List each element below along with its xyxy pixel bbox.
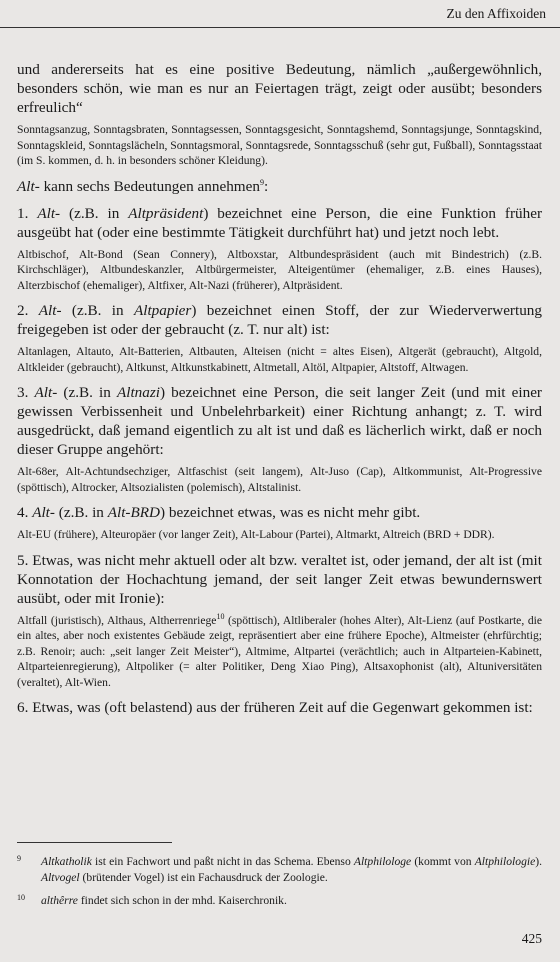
text-run: ) bezeichnet eine Person, die eine Funktion früher ausgeübt hat (oder eine bestimmte Tätigkeit durchführt hat) und jetzt noch lebt. <box>17 204 542 241</box>
text-run: 2. <box>17 302 39 319</box>
page-number: 425 <box>521 931 542 946</box>
text-run: (z.B. in <box>57 384 117 401</box>
text-run: Alt-EU (frühere), Alteuropäer (vor langer Zeit), Alt-Labour (Partei), Altmarkt, Altreich (BRD + DDR). <box>17 528 495 541</box>
text-run: Altanlagen, Altauto, Alt-Batterien, Altbauten, Alteisen (nicht = altes Eisen), Altgerät (gebraucht), Altgold, Altkleider (gebraucht), Altkunst, Altkunstkabinett, Altmetall, Altöl, Altpapier, Altstoff, Altwagen. <box>17 345 542 374</box>
footnote <box>17 854 542 885</box>
body-paragraph <box>17 60 542 117</box>
text-run: 6. Etwas, was (oft belastend) aus der früheren Zeit auf die Gegenwart gekommen ist: <box>17 699 533 716</box>
footnote-ref: 10 <box>216 611 225 621</box>
text-run: 3. <box>17 384 35 401</box>
text-run: 4. <box>17 504 33 521</box>
text-run: Alt-68er, Alt-Achtundsechziger, Altfaschist (seit langem), Alt-Juso (Cap), Altkommunist, Alt-Progressive (spöttisch), Altrocker, Altsozialisten (polemisch), Altstalinist. <box>17 465 542 494</box>
italic-term: Altkatholik <box>41 855 92 868</box>
italic-term: Altnazi <box>116 384 160 401</box>
footnote-number: 9 <box>17 854 21 863</box>
footnote-rule <box>17 842 172 843</box>
italic-term: Altpapier <box>133 302 192 319</box>
running-title: Zu den Affixoiden <box>446 6 546 21</box>
text-run: (z.B. in <box>60 204 129 222</box>
text-run: ) bezeichnet etwas, was es nicht mehr gibt. <box>160 504 421 521</box>
text-run: (kommt von <box>411 855 475 868</box>
italic-term: Altpräsident <box>128 204 204 222</box>
footnote-text <box>41 854 542 885</box>
italic-term: Alt- <box>37 204 61 222</box>
body-paragraph <box>17 177 542 196</box>
text-run: Sonntagsanzug, Sonntagsbraten, Sonntagsessen, Sonntagsgesicht, Sonntagshemd, Sonntagsjunge, Sonntagskind, Sonntagskleid, Sonntagslächeln, Sonntagsmoral, Sonntagsrede, Sonntagsschuß (sehr gut, Fußball), Sonntagsstaat (im S. kommen, d. h. in besonders schöner Kleidung). <box>17 123 542 167</box>
text-run: (brütender Vogel) ist ein Fachausdruck der Zoologie. <box>79 870 328 884</box>
header-rule <box>0 27 560 28</box>
text-run: kann sechs Bedeutungen annehmen <box>39 177 260 195</box>
text-run: 5. Etwas, was nicht mehr aktuell oder alt bzw. veraltet ist, oder jemand, der alt ist (mit Konnotation der Hochachtung jemand, der seit langer Zeit etwas bewundernswert ausübt, oder mit Ironie): <box>17 551 542 607</box>
text-run: Altfall (juristisch), Althaus, Altherrenriege <box>17 613 217 627</box>
italic-term: Altphilologie <box>474 855 536 868</box>
footnote-text <box>41 893 542 909</box>
text-run: ). <box>535 855 542 868</box>
italic-term: Alt- <box>38 302 62 319</box>
example-list <box>17 247 542 294</box>
body-paragraph <box>17 204 542 242</box>
body-paragraph <box>17 698 542 717</box>
text-run: (z.B. in <box>61 302 134 319</box>
example-list <box>17 527 542 543</box>
body-paragraph <box>17 551 542 608</box>
text-run: : <box>263 177 269 195</box>
text-run: findet sich schon in der mhd. Kaiserchronik. <box>77 894 287 907</box>
italic-term: Alt- <box>34 384 58 401</box>
italic-term: althêrre <box>41 894 78 907</box>
text-run: ) bezeichnet eine Person, die seit langer Zeit (und mit einer gewissen Verbissenheit und Unbelehrbarkeit) einer Richtung anhangt; z. T. wird ausgedrückt, daß jemand eigentlich zu alt ist und daß es lächerlich wirkt, daß er noch dieser Gruppe angehört: <box>17 384 542 458</box>
italic-term: Alt- <box>32 504 55 521</box>
italic-term: Altphilologe <box>353 855 412 868</box>
body-paragraph <box>17 503 542 522</box>
text-run: und andererseits hat es eine positive Bedeutung, nämlich „außergewöhnlich, besonders schön, wie man es nur an Feiertagen trägt, zeigt oder ausübt; besonders erfreulich“ <box>17 61 542 116</box>
running-header <box>0 6 546 22</box>
text-run: ) bezeichnet einen Stoff, der zur Wiederverwertung freigegeben ist oder der gebraucht (z. T. nur alt) ist: <box>17 302 542 338</box>
example-list <box>17 344 542 375</box>
example-list <box>17 613 542 691</box>
text-run: ist ein Fachwort und paßt nicht in das Schema. Ebenso <box>91 855 354 868</box>
example-list <box>17 464 542 495</box>
body-paragraph <box>17 383 542 459</box>
text-run: 1. <box>17 204 38 222</box>
text-run: (z.B. in <box>54 504 108 521</box>
footnote-number: 10 <box>17 893 25 902</box>
body-paragraph <box>17 301 542 339</box>
footnote <box>17 893 542 909</box>
italic-term: Alt-BRD <box>107 504 160 521</box>
page-body <box>17 60 542 717</box>
italic-term: Altvogel <box>41 870 80 884</box>
text-run: Altbischof, Alt-Bond (Sean Connery), Altboxstar, Altbundespräsident (auch mit Bindestrich) (z.B. Kirchschläger), Altbundeskanzler, Altbürgermeister, Alteigentümer (ehemaliger, z.B. eines Hauses), Alterzbischof (ehemaliger), Altfixer, Alt-Nazi (früherer), Altpräsident. <box>17 247 542 292</box>
footnote-ref: 9 <box>259 177 264 187</box>
text-run: (spöttisch), Altliberaler (hohes Alter), Alt-Lienz (auf Postkarte, die ein altes, aber noch existentes Gebäude zeigt, repräsentiert aber eine frühere Epoche), Altmeister (ehrfürchtig; z.B. Renoir; auch: „seit langer Zeit Meister“), Altmime, Altpartei (verächtlich; auch in Altparteien-Kabinett, Altparteienregierung), Altpoliker (= alter Politiker, Deng Xiao Ping), Altsaxophonist (alt), Altuniversitäten (veraltet), Alt-Wien. <box>17 613 542 689</box>
example-list <box>17 122 542 169</box>
footnotes <box>17 854 542 917</box>
italic-term: Alt- <box>17 177 40 195</box>
